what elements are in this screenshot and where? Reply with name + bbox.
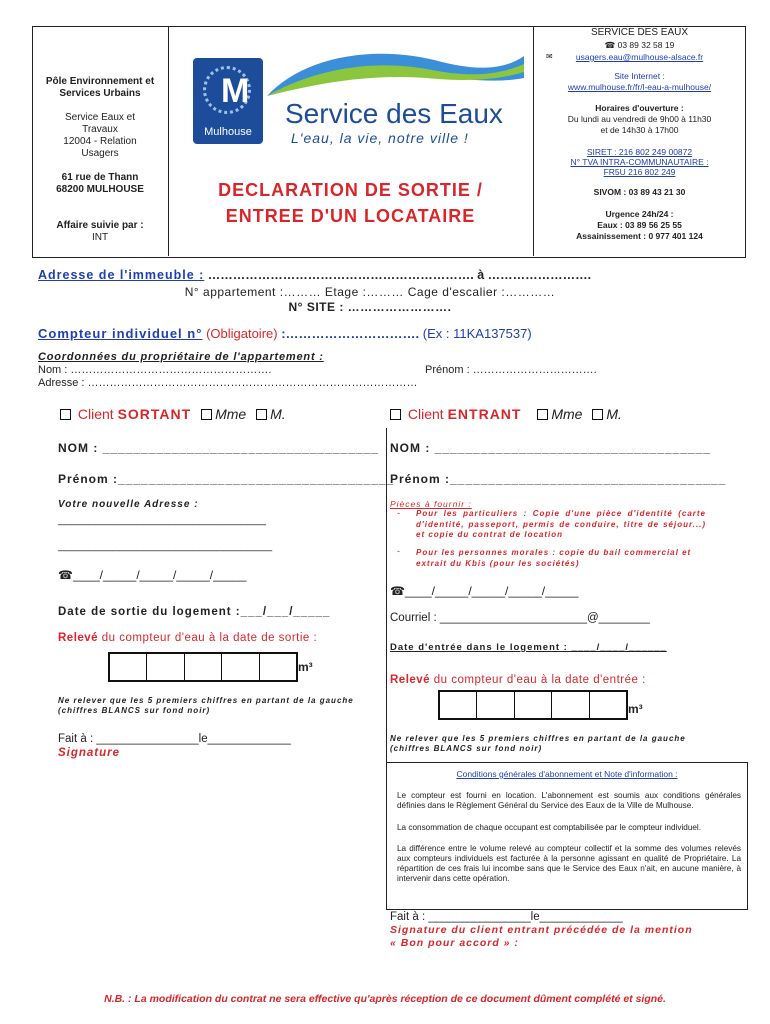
compteur-obligatoire: (Obligatoire) (206, 326, 278, 341)
dash-icon-2: - (397, 546, 400, 556)
address-line-2: 68200 MULHOUSE (56, 184, 144, 195)
sortant-meter-input[interactable] (108, 652, 298, 682)
sortant-note: Ne relever que les 5 premiers chiffres en partant de la gauche (chiffres BLANCS sur fond noir) (58, 696, 354, 715)
service-line-1: Service Eaux et (64, 112, 136, 123)
entrant-nom-field[interactable]: NOM : ____________________________________ (390, 441, 711, 455)
entrant-fait-field[interactable]: Fait à : ________________le_____________ (390, 911, 623, 923)
affaire-value: INT (91, 232, 109, 243)
sortant-type-label: SORTANT (117, 406, 192, 422)
header-right-panel (533, 26, 745, 256)
sortant-date-field[interactable]: Date de sortie du logement :___/___/_____ (58, 606, 331, 618)
entrant-m3-label: m³ (628, 702, 643, 716)
entrant-releve-word: Relevé (390, 674, 431, 686)
horaires-1: Du lundi au vendredi de 9h00 à 11h30 (567, 114, 712, 124)
conditions-p3: La différence entre le volume relevé au compteur collectif et la somme des volumes relevés aux compteurs individuels est facturée à la personne agissant en qualité de Propriétaire. La répartition de ces frais lui incombe sans que le Service des Eaux n'ait, en aucune manière, à intervenir dans cette opération. (397, 844, 741, 883)
siret-link[interactable]: SIRET : 216 802 249 00872 (586, 147, 693, 157)
entrant-note: Ne relever que les 5 premiers chiffres en partant de la gauche (chiffres BLANCS sur fond noir) (390, 734, 686, 753)
affaire-label: Affaire suivie par : (56, 220, 144, 231)
conditions-p2: La consommation de chaque occupant est comptabilisée par le compteur individuel. (397, 823, 702, 832)
eaux-line: Eaux : 03 89 56 25 55 (597, 220, 682, 230)
email-link[interactable]: usagers.eau@mulhouse-alsace.fr (575, 52, 704, 62)
sortant-releve-label (58, 632, 317, 644)
dash-icon-1: - (397, 508, 400, 518)
entrant-pieces-2: Pour les personnes morales : copie du bail commercial et extrait du Kbis (pour les sociétés) (416, 548, 692, 568)
sortant-m-label: M. (270, 406, 286, 422)
nb-footer: N.B. : La modification du contrat ne sera effective qu'après réception de ce document dûment complété et signé. (104, 993, 666, 1005)
entrant-mme-label: Mme (551, 406, 583, 422)
sortant-nom-field[interactable]: NOM : ____________________________________ (58, 441, 379, 455)
urgence-label: Urgence 24h/24 : (605, 209, 674, 219)
sivom-line: SIVOM : 03 89 43 21 30 (593, 187, 686, 197)
proprio-prenom[interactable]: Prénom : ……………………………. (425, 364, 597, 376)
compteur-line (38, 326, 532, 341)
title-line-1: DECLARATION DE SORTIE / (218, 180, 483, 200)
entrant-m-label: M. (606, 406, 622, 422)
brand-slogan: L'eau, la vie, notre ville ! (291, 130, 469, 146)
site-number[interactable]: N° SITE : ……………………. (288, 300, 452, 314)
service-eaux-label: SERVICE DES EAUX (590, 27, 689, 38)
immeuble-label: Adresse de l'immeuble : (38, 268, 205, 282)
proprio-adresse[interactable]: Adresse : ……………………………………………………………………………… (38, 377, 418, 389)
entrant-client-label: Client (407, 406, 444, 422)
assainissement-line: Assainissement : 0 977 401 124 (576, 231, 703, 241)
sortant-adresse-line-2[interactable]: ___________________________________ (58, 540, 273, 552)
sortant-prenom-field[interactable]: Prénom :____________________________________ (58, 472, 395, 486)
conditions-box (386, 762, 748, 910)
service-line-4: Usagers (81, 148, 119, 159)
entrant-type-label: ENTRANT (447, 406, 522, 422)
compteur-dots[interactable]: :…………………………. (281, 326, 420, 341)
sortant-m3-label: m³ (298, 660, 313, 674)
entrant-releve-text: du compteur d'eau à la date d'entrée : (430, 674, 646, 686)
entrant-meter-input[interactable] (438, 690, 628, 720)
entrant-mme-checkbox[interactable] (537, 409, 548, 420)
sortant-m-checkbox[interactable] (256, 409, 267, 420)
horaires-2: et de 14h30 à 17h00 (600, 125, 679, 135)
entrant-courriel-field[interactable]: Courriel : _______________________@________ (390, 612, 650, 624)
mail-icon: ✉ (546, 52, 553, 61)
mulhouse-logo (193, 58, 263, 144)
sortant-signature-label: Signature (58, 747, 121, 759)
wave-icon (262, 48, 527, 100)
sortant-releve-word: Relevé (58, 632, 99, 644)
compteur-example: (Ex : 11KA137537) (422, 326, 532, 341)
site-link[interactable]: www.mulhouse.fr/fr/l-eau-a-mulhouse/ (567, 82, 712, 92)
pole-label: Pôle Environnement et Services Urbains (45, 76, 155, 99)
sortant-client-label: Client (77, 406, 114, 422)
service-line-2: Travaux (82, 124, 118, 135)
sortant-phone-field[interactable]: ☎____/_____/_____/_____/_____ (58, 568, 247, 582)
sortant-mme-label: Mme (215, 406, 247, 422)
proprio-title: Coordonnées du propriétaire de l'appartement : (38, 351, 324, 363)
sortant-checkbox[interactable] (60, 409, 71, 420)
tva-link[interactable]: N° TVA INTRA-COMMUNAUTAIRE : (570, 157, 709, 167)
header-left-panel (32, 26, 169, 256)
sortant-fait-field[interactable]: Fait à : ________________le_____________ (58, 733, 291, 745)
sortant-adresse-line-1[interactable]: __________________________________ (58, 514, 267, 526)
brand-name: Service des Eaux (285, 98, 503, 129)
address-line-1: 61 rue de Thann (61, 172, 139, 183)
phone-number: ☎ 03 89 32 58 19 (604, 40, 675, 50)
conditions-p1: Le compteur est fourni en location. L'abonnement est soumis aux conditions générales définies dans le Règlement Général du Service des Eaux de la Ville de Mulhouse. (397, 791, 741, 810)
sortant-releve-text: du compteur d'eau à la date de sortie : (98, 632, 318, 644)
sortant-mme-checkbox[interactable] (201, 409, 212, 420)
entrant-pieces-1: Pour les particuliers : Copie d'une pièce d'identité (carte d'identité, passeport, permis de conduire, titre de séjour...) et copie du contrat de location (416, 509, 706, 539)
entrant-pieces-label: Pièces à fournir : (390, 499, 472, 509)
entrant-phone-field[interactable]: ☎____/_____/_____/_____/_____ (390, 584, 579, 598)
title-line-2: ENTREE D'UN LOCATAIRE (225, 206, 476, 226)
logo-letter: M (221, 72, 250, 110)
horaires-label: Horaires d'ouverture : (595, 103, 684, 113)
entrant-checkbox[interactable] (390, 409, 401, 420)
entrant-releve-label (390, 674, 646, 686)
site-label: Site Internet : (614, 71, 665, 81)
entrant-signature-label: Signature du client entrant précédée de la mention « Bon pour accord » : (390, 924, 693, 949)
entrant-header (390, 406, 622, 422)
sortant-adresse-label: Votre nouvelle Adresse : (58, 499, 199, 510)
immeuble-line (38, 268, 591, 282)
entrant-prenom-field[interactable]: Prénom :____________________________________ (390, 472, 727, 486)
conditions-title: Conditions générales d'abonnement et Note d'information : (456, 769, 678, 779)
entrant-m-checkbox[interactable] (592, 409, 603, 420)
tva-value-link[interactable]: FR5U 216 802 249 (603, 167, 676, 177)
immeuble-details[interactable]: N° appartement :……… Etage :……… Cage d'escalier :………… (184, 285, 556, 299)
compteur-label: Compteur individuel n° (38, 326, 203, 341)
proprio-nom[interactable]: Nom : ………………………………………………. (38, 364, 272, 376)
immeuble-dots[interactable]: ………………………………………………………. à ……………………. (204, 268, 592, 282)
entrant-date-field[interactable]: Date d'entrée dans le logement : ____/____/______ (390, 642, 667, 653)
sortant-header (60, 406, 286, 422)
service-line-3: 12004 - Relation (63, 136, 137, 147)
logo-city: Mulhouse (204, 126, 252, 138)
